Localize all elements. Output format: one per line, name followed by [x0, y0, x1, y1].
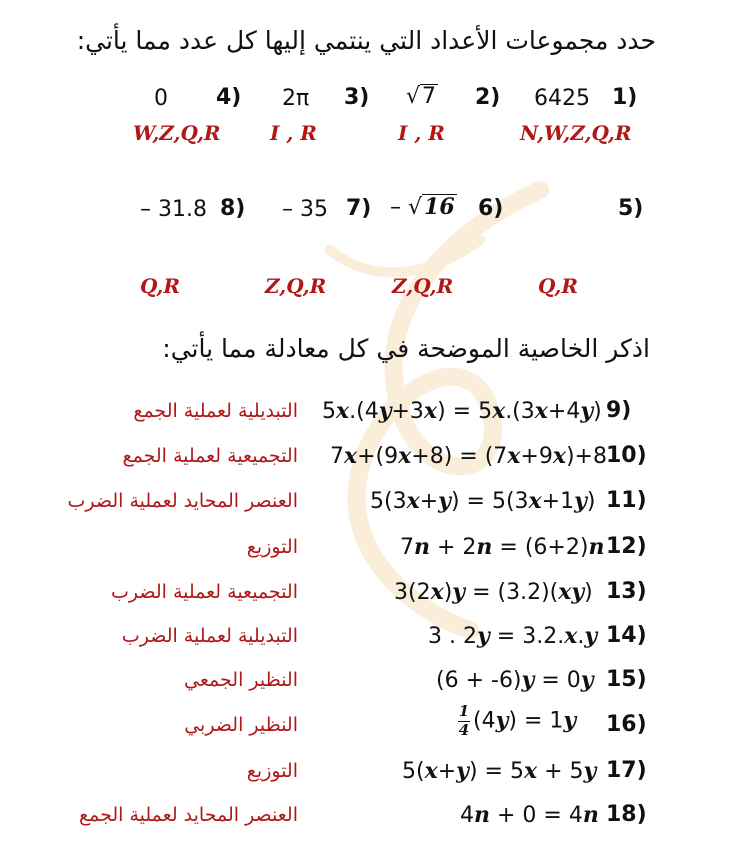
property-label: النظير الجمعي — [184, 669, 298, 691]
question-value: 2π — [282, 86, 310, 111]
question-number: 5) — [618, 196, 644, 221]
equation-number: 9) — [606, 398, 632, 423]
equation-number: 16) — [606, 712, 647, 737]
equation-number: 15) — [606, 667, 647, 692]
equation-number: 18) — [606, 802, 647, 827]
property-label: التجميعية لعملية الضرب — [110, 581, 298, 603]
answer: Q,R — [538, 274, 579, 298]
equation: 7x+(9x+8) = (7x+9x)+8 — [330, 443, 607, 469]
property-label: التوزيع — [246, 760, 298, 782]
equation: $\frac{1}{4}$ (4y) = 1y — [458, 702, 577, 739]
equation: 3(2x)y = (3.2)(xy) — [394, 579, 593, 605]
answer: Q,R — [140, 274, 181, 298]
answer: N,W,Z,Q,R — [520, 121, 632, 145]
property-label: التوزيع — [246, 536, 298, 558]
equation-number: 10) — [606, 443, 647, 468]
equation-number: 11) — [606, 488, 647, 513]
equation-number: 14) — [606, 623, 647, 648]
property-label: العنصر المحايد لعملية الضرب — [67, 490, 298, 512]
question-number: 2) — [475, 85, 501, 110]
question-value-neg-sqrt: – √16 — [390, 194, 455, 220]
answer: I , R — [270, 121, 317, 145]
question-number: 7) — [346, 196, 372, 221]
question-number: 4) — [216, 85, 242, 110]
equation: 3 . 2y = 3.2.x.y — [428, 623, 598, 649]
equation: 4n + 0 = 4n — [460, 802, 599, 828]
question-number: 6) — [478, 196, 504, 221]
answer: W,Z,Q,R — [133, 121, 221, 145]
question-value: – 35 — [282, 197, 328, 222]
property-label: التبديلية لعملية الجمع — [133, 400, 298, 422]
equation-number: 13) — [606, 579, 647, 604]
equation-number: 17) — [606, 758, 647, 783]
question-number: 8) — [220, 196, 246, 221]
equation: (6 + -6)y = 0y — [436, 667, 594, 693]
instruction-properties: اذكر الخاصية الموضحة في كل معادلة مما يأتي: — [162, 334, 650, 363]
question-value-sqrt: √7 — [406, 84, 437, 109]
property-label: التجميعية لعملية الجمع — [122, 445, 298, 467]
property-label: العنصر المحايد لعملية الجمع — [79, 804, 298, 826]
answer: I , R — [398, 121, 445, 145]
answer: Z,Q,R — [392, 274, 454, 298]
question-value: 6425 — [534, 86, 590, 111]
property-label: التبديلية لعملية الضرب — [121, 625, 298, 647]
question-value: – 31.8 — [140, 197, 207, 222]
equation: 5(x+y) = 5x + 5y — [402, 758, 597, 784]
question-value: 0 — [154, 86, 168, 111]
question-number: 3) — [344, 85, 370, 110]
property-label: النظير الضربي — [184, 714, 298, 736]
equation: 7n + 2n = (6+2)n — [400, 534, 605, 560]
instruction-number-sets: حدد مجموعات الأعداد التي ينتمي إليها كل عدد مما يأتي: — [76, 26, 656, 55]
equation: 5x.(4y+3x) = 5x.(3x+4y) — [322, 398, 602, 424]
equation-number: 12) — [606, 534, 647, 559]
answer: Z,Q,R — [265, 274, 327, 298]
equation: 5(3x+y) = 5(3x+1y) — [370, 488, 596, 514]
question-number: 1) — [612, 85, 638, 110]
